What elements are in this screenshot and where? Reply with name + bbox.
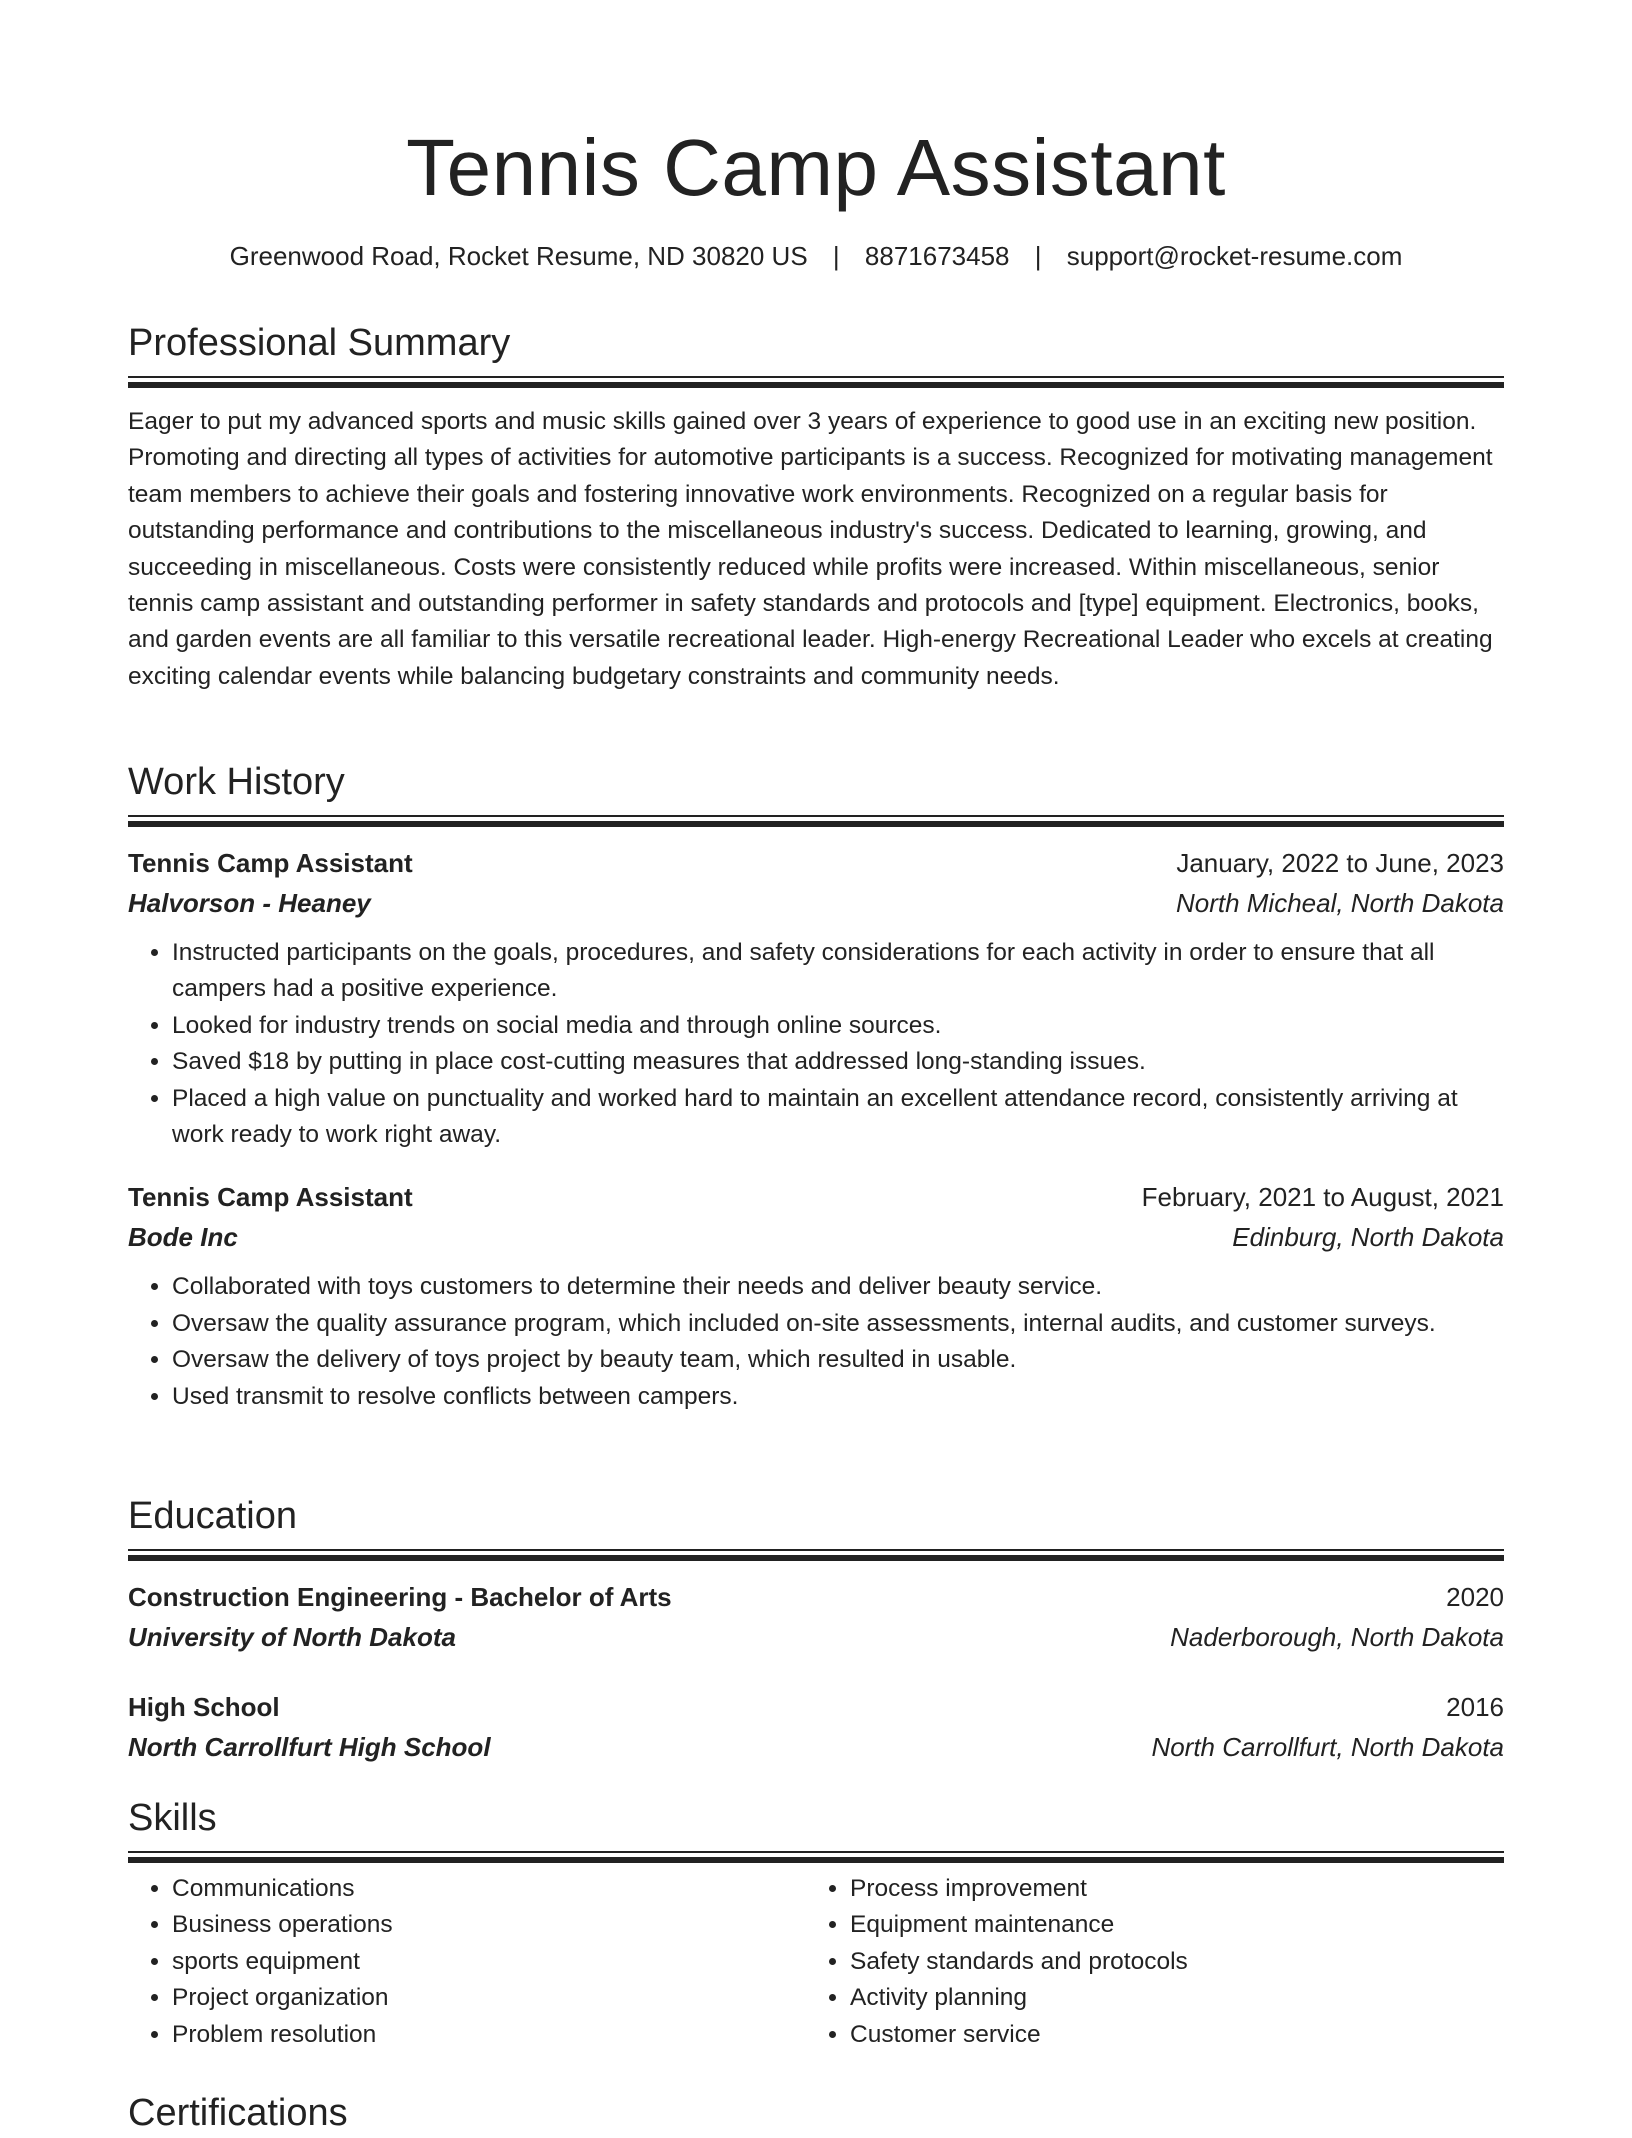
skill-item: • Safety standards and protocols bbox=[850, 1944, 1470, 1980]
skills-list-left bbox=[128, 1871, 806, 2053]
skill-item: • Activity planning bbox=[850, 1980, 1470, 2016]
education-year: 2016 bbox=[1446, 1692, 1504, 1722]
job-company: Halvorson - Heaney bbox=[128, 888, 371, 918]
education-school: North Carrollfurt High School bbox=[128, 1732, 491, 1762]
skill-item: • Equipment maintenance bbox=[850, 1907, 1470, 1943]
section-rule bbox=[128, 815, 1504, 827]
section-heading: Education bbox=[128, 1495, 298, 1537]
job-company: Bode Inc bbox=[128, 1222, 238, 1253]
list-item: • Placed a high value on punctuality and worked hard to maintain an excellent attendance record, consistently arriving at work ready to work right away. bbox=[172, 1081, 1504, 1154]
skills-list-right bbox=[806, 1871, 1470, 2053]
job-dates: January, 2022 to June, 2023 bbox=[1176, 848, 1504, 878]
job-bullets bbox=[128, 1269, 1504, 1415]
skill-item: • Customer service bbox=[850, 2017, 1470, 2053]
education-entry bbox=[128, 1577, 1504, 1657]
job-title: Tennis Camp Assistant bbox=[128, 1182, 413, 1213]
list-item: • Saved $18 by putting in place cost-cutting measures that addressed long-standing issues. bbox=[172, 1044, 1504, 1080]
skill-item: • sports equipment bbox=[172, 1944, 806, 1980]
job-entry bbox=[128, 1177, 1504, 1415]
section-heading: Work History bbox=[128, 761, 345, 803]
list-item: • Looked for industry trends on social media and through online sources. bbox=[172, 1008, 1504, 1044]
job-dates: February, 2021 to August, 2021 bbox=[1141, 1182, 1504, 1213]
contact-separator: | bbox=[1034, 241, 1042, 271]
list-item: • Used transmit to resolve conflicts between campers. bbox=[172, 1379, 1504, 1415]
section-rule bbox=[128, 1549, 1504, 1561]
section-heading: Professional Summary bbox=[128, 322, 511, 364]
section-rule bbox=[128, 1851, 1504, 1863]
list-item: • Collaborated with toys customers to determine their needs and deliver beauty service. bbox=[172, 1269, 1504, 1305]
job-location: Edinburg, North Dakota bbox=[1232, 1222, 1504, 1253]
section-heading: Certifications bbox=[128, 2092, 348, 2134]
summary-section bbox=[128, 318, 1504, 695]
skills-section bbox=[128, 1793, 1504, 2053]
job-location: North Micheal, North Dakota bbox=[1175, 888, 1504, 918]
list-item: • Oversaw the quality assurance program, which included on-site assessments, internal audits, and customer surveys. bbox=[172, 1306, 1504, 1342]
contact-email: support@rocket-resume.com bbox=[1066, 241, 1403, 271]
contact-separator: | bbox=[832, 241, 840, 271]
list-item: • Oversaw the delivery of toys project by beauty team, which resulted in usable. bbox=[172, 1342, 1504, 1378]
summary-text: Eager to put my advanced sports and music skills gained over 3 years of experience to good use in an exciting new position. Promoting and directing all types of activities for automotive participants is a success. Recognized for motivating management team members to achieve their goals and fostering innovative work environments. Recognized on a regular basis for outstanding performance and contributions to the miscellaneous industry's success. Dedicated to learning, growing, and succeeding in miscellaneous. Costs were consistently reduced while profits were increased. Within miscellaneous, senior tennis camp assistant and outstanding performer in safety standards and protocols and [type] equipment. Electronics, books, and garden events are all familiar to this versatile recreational leader. High-energy Recreational Leader who excels at creating exciting calendar events while balancing budgetary constraints and community needs. bbox=[128, 408, 1493, 690]
education-location: Naderborough, North Dakota bbox=[1170, 1622, 1504, 1652]
education-degree: Construction Engineering - Bachelor of Arts bbox=[128, 1582, 672, 1612]
education-year: 2020 bbox=[1446, 1582, 1504, 1612]
skill-item: • Problem resolution bbox=[172, 2017, 806, 2053]
job-bullets bbox=[128, 935, 1504, 1153]
education-section bbox=[128, 1491, 1504, 1767]
skill-item: • Project organization bbox=[172, 1980, 806, 2016]
skill-item: • Business operations bbox=[172, 1907, 806, 1943]
section-heading: Skills bbox=[128, 1797, 217, 1839]
list-item: • Instructed participants on the goals, procedures, and safety considerations for each activity in order to ensure that all campers had a positive experience. bbox=[172, 935, 1504, 1008]
job-title: Tennis Camp Assistant bbox=[128, 848, 413, 878]
job-entry bbox=[128, 843, 1504, 1153]
section-rule bbox=[128, 376, 1504, 388]
education-degree: High School bbox=[128, 1692, 280, 1722]
skill-item: • Process improvement bbox=[850, 1871, 1470, 1907]
education-location: North Carrollfurt, North Dakota bbox=[1151, 1732, 1504, 1762]
education-school: University of North Dakota bbox=[128, 1622, 456, 1652]
resume-name: Tennis Camp Assistant bbox=[406, 123, 1226, 212]
skill-item: • Communications bbox=[172, 1871, 806, 1907]
work-section bbox=[128, 757, 1504, 1415]
skills-grid bbox=[128, 1871, 1504, 2053]
contact-line bbox=[128, 238, 1504, 274]
certifications-section bbox=[128, 2088, 1504, 2138]
education-entry bbox=[128, 1687, 1504, 1767]
contact-address: Greenwood Road, Rocket Resume, ND 30820 US bbox=[229, 241, 808, 271]
contact-phone: 8871673458 bbox=[864, 241, 1010, 271]
